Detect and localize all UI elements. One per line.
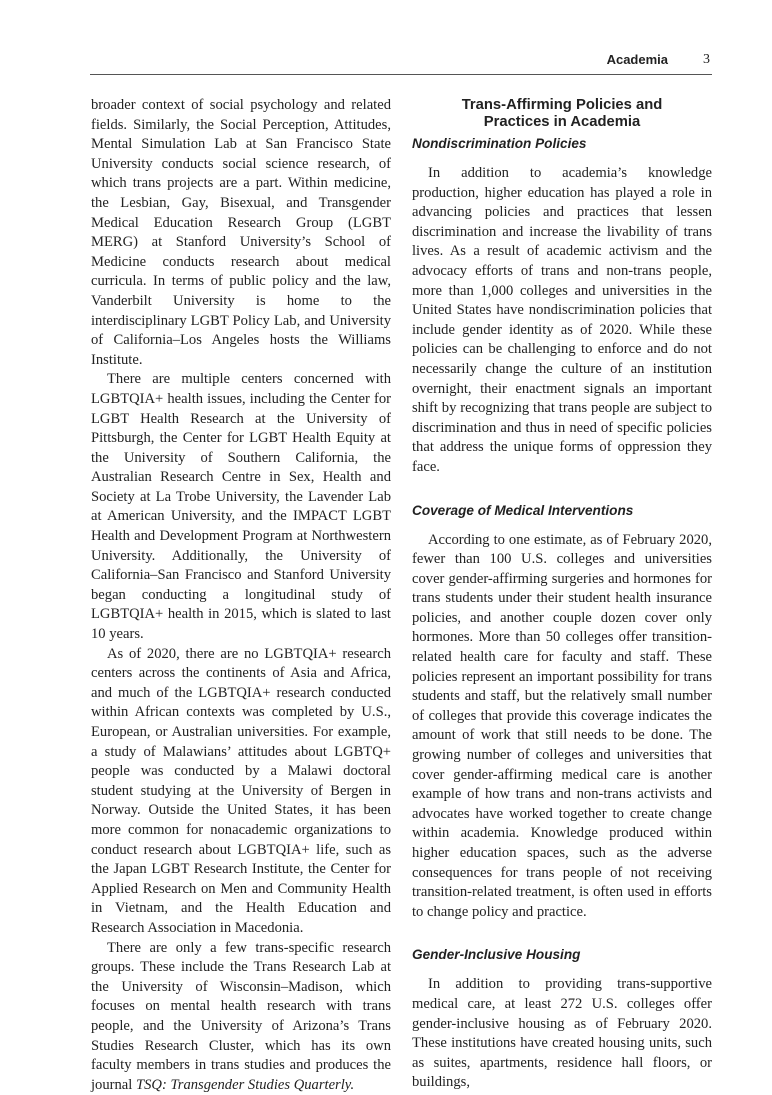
paragraph-text: There are only a few trans-specific research groups. These include the Trans Research Lab at the University of Wisconsin–Madison, which focuses on mental health research with trans people, and the University of Arizona’s Trans Studies Research Cluster, which has its own faculty members in trans studies and produces the journal [91,939,391,1093]
page-number: 3 [703,52,710,67]
running-header-section: Academia [606,52,668,67]
section-title-line: Practices in Academia [483,114,641,130]
paragraph: There are multiple centers concerned with LGBTQIA+ health issues, including the Center for LGBT Health Research at the University of Pittsburgh, the Center for LGBT Health Equity at the University of Southern California, the Australian Research Centre in Sex, Health and Society at La Trobe University, the Lavender Lab at American University, and the IMPACT LGBT Health and Development Program at Northwestern University. Additionally, the University of California–San Francisco and Stanford University began conducting a longitudinal study of LGBTQIA+ health in 2015, which is slated to last 10 years. [91,371,391,643]
left-column [91,96,391,1095]
subsection-heading: Nondiscrimination Policies [412,136,587,151]
paragraph: In addition to providing trans-supportive medical care, at least 272 U.S. colleges offer gender-inclusive housing as of February 2020. These institutions have created housing units, such as suites, apartments, residence hall floors, or buildings, [412,976,712,1091]
paragraph: As of 2020, there are no LGBTQIA+ research centers across the continents of Asia and Africa, and much of the LGBTQIA+ research conducted within African contexts was completed by U.S., European, or Australian universities. For example, a study of Malawians’ attitudes about LGBTQ+ people was conducted by a Malawi doctoral student studying at the University of Bergen in Norway. Outside the United States, it has been more common for nonacademic organizations to conduct research about LGBTQIA+ life, such as the Japan LGBT Research Institute, the Center for Applied Research on Men and Community Health in Vietnam, and the Health Education and Research Association in Macedonia. [91,645,391,936]
right-column [412,97,712,1093]
section-title-line: Trans-Affirming Policies and [461,97,663,113]
paragraph: In addition to academia’s knowledge production, higher education has played a role in advancing policies and practices that lessen discrimination and increase the livability of trans lives. As a result of academic activism and the advocacy efforts of trans and non-trans people, more than 1,000 colleges and universities in the United States have nondiscrimination policies that include gender identity as of 2020. While these policies can be challenging to enforce and do not necessarily change the culture of an institution overnight, their enactment signals an important shift by recognizing that trans people are subject to discrimination and thus in need of specific policies that address the unique forms of oppression they face. [412,165,712,475]
subsection-heading: Coverage of Medical Interventions [412,502,634,518]
journal-title: TSQ: Transgender Studies Quarterly. [136,1076,355,1093]
section-title [412,97,712,131]
paragraph: According to one estimate, as of February 2020, fewer than 100 U.S. colleges and universities cover gender-affirming surgeries and hormones for trans students under their student health insurance policies, and another couple dozen cover only hormones. More than 50 colleges offer transition-related health care for faculty and staff. These policies represent an important possibility for trans students and staff, but the relatively small number of colleges that provide this coverage indicates the amount of work that still needs to be done. The growing number of colleges and universities that cover gender-affirming medical care is another example of how trans and non-trans activists and advocates have worked together to create change within academia. Knowledge produced within higher education spaces, such as the adverse consequences for trans people of not receiving transition-related treatment, is often used in efforts to change policy and practice. [412,531,712,920]
running-header [90,52,712,75]
subsection-heading: Gender-Inclusive Housing [412,947,581,963]
paragraph: broader context of social psychology and related fields. Similarly, the Social Perception, Attitudes, Mental Simulation Lab at San Francisco State University conducts social science research, of which trans projects are a part. Within medicine, the Lesbian, Gay, Bisexual, and Transgender Medical Education Research Group (LGBT MERG) at Stanford University’s School of Medicine conducts research about medical curricula. In terms of public policy and the law, Vanderbilt University is home to the interdisciplinary LGBT Policy Lab, and University of California–Los Angeles hosts the Williams Institute. [91,97,391,368]
paragraph [91,939,391,1095]
